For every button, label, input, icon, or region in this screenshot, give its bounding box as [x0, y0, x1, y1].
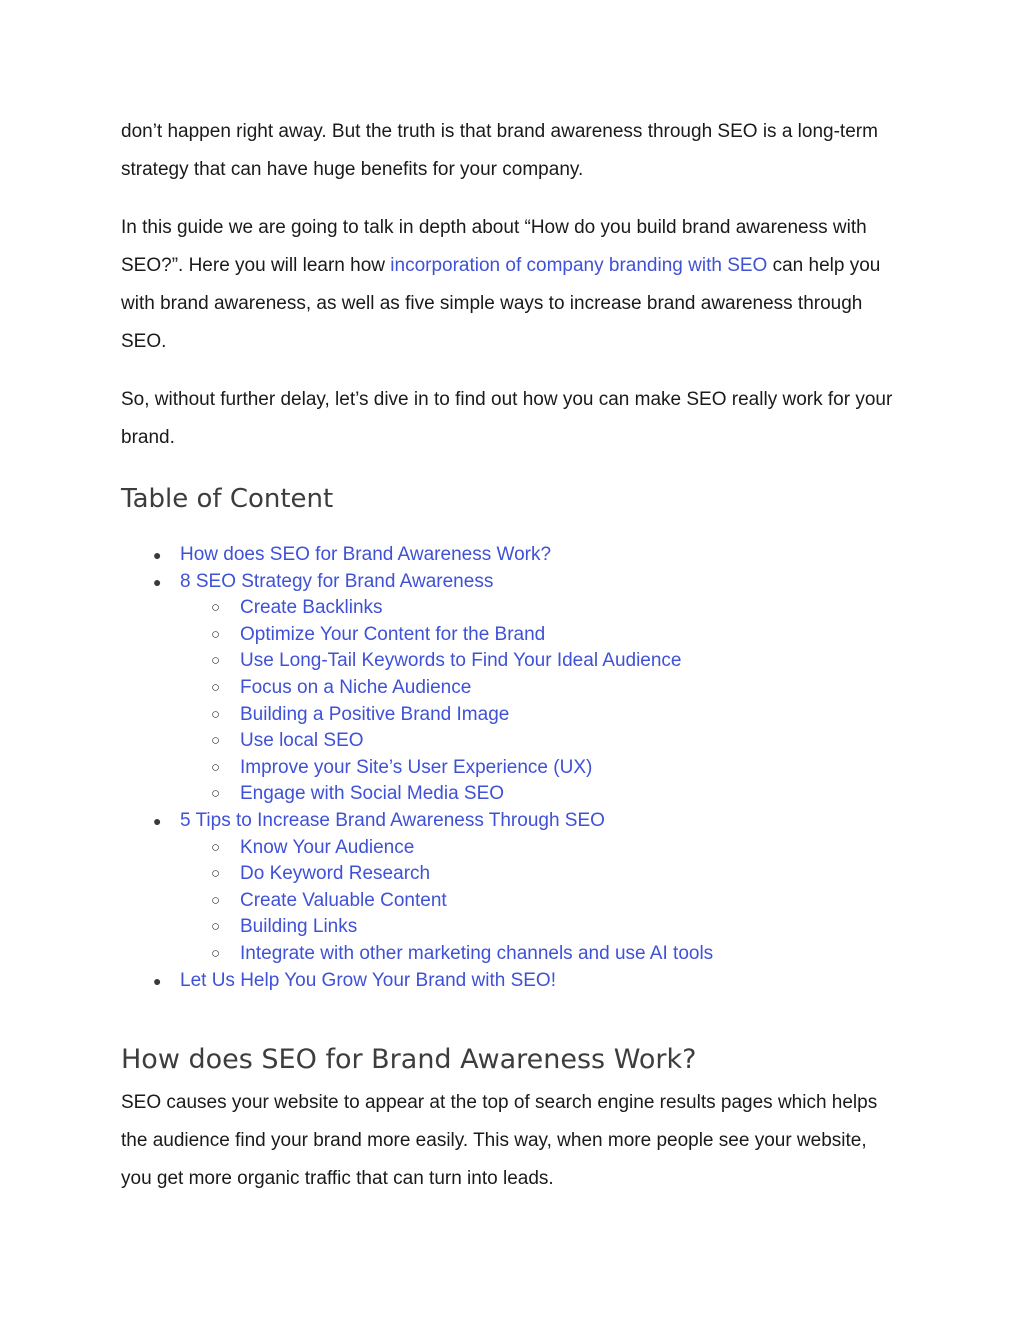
toc-subitem	[180, 914, 901, 941]
bullet-icon: ●	[153, 972, 162, 989]
hollow-bullet-icon: ○	[211, 678, 221, 696]
bullet-icon: ●	[153, 812, 162, 829]
hollow-bullet-icon: ○	[211, 944, 221, 962]
toc-sublink[interactable]: Optimize Your Content for the Brand	[240, 623, 546, 645]
hollow-bullet-icon: ○	[211, 785, 221, 803]
hollow-bullet-icon: ○	[211, 652, 221, 670]
intro-paragraph-2-text-end: can help you with brand awareness, as well as five simple ways to increase brand awareness through SEO.	[121, 255, 881, 352]
toc-sublink[interactable]: Create Valuable Content	[240, 889, 447, 911]
hollow-bullet-icon: ○	[211, 732, 221, 750]
toc-item-seo-brand-awareness	[121, 542, 901, 569]
toc-sublink[interactable]: Do Keyword Research	[240, 863, 431, 885]
toc-sublink[interactable]: Create Backlinks	[240, 597, 383, 619]
toc-sublink[interactable]: Use local SEO	[240, 730, 364, 752]
toc-subitem	[180, 861, 901, 888]
hollow-bullet-icon: ○	[211, 838, 221, 856]
toc-subitem	[180, 648, 901, 675]
hollow-bullet-icon: ○	[211, 918, 221, 936]
intro-paragraph-1: don’t happen right away. But the truth is that brand awareness through SEO is a long-term strategy that can have huge benefits for your company.	[121, 121, 878, 180]
hollow-bullet-icon: ○	[211, 865, 221, 883]
toc-sublink[interactable]: Use Long-Tail Keywords to Find Your Ideal Audience	[240, 650, 682, 672]
toc-subitem	[180, 755, 901, 782]
toc-sublist-strategy	[180, 595, 901, 808]
toc-list	[121, 542, 901, 994]
toc-item-help	[121, 968, 901, 995]
toc-subitem	[180, 702, 901, 729]
toc-subitem	[180, 622, 901, 649]
branding-seo-link[interactable]: incorporation of company branding with SEO	[390, 255, 768, 276]
toc-subitem	[180, 888, 901, 915]
toc-link[interactable]: 8 SEO Strategy for Brand Awareness	[180, 570, 494, 592]
toc-subitem	[180, 781, 901, 808]
hollow-bullet-icon: ○	[211, 891, 221, 909]
toc-item-seo-strategy	[121, 569, 901, 808]
toc-link[interactable]: 5 Tips to Increase Brand Awareness Through SEO	[180, 809, 605, 831]
toc-sublink[interactable]: Engage with Social Media SEO	[240, 783, 505, 805]
toc-sublink[interactable]: Improve your Site’s User Experience (UX)	[240, 756, 593, 778]
intro-paragraph-3: So, without further delay, let’s dive in to find out how you can make SEO really work for your brand.	[121, 389, 893, 448]
hollow-bullet-icon: ○	[211, 625, 221, 643]
intro-paragraph-2-text-start: In this guide we are going to talk in depth about “How do you build brand awareness with SEO?”. Here you will learn how	[121, 217, 867, 276]
hollow-bullet-icon: ○	[211, 758, 221, 776]
bullet-icon: ●	[153, 573, 162, 590]
toc-sublink[interactable]: Building Links	[240, 916, 358, 938]
bullet-icon: ●	[153, 547, 162, 563]
hollow-bullet-icon: ○	[211, 705, 221, 723]
section-paragraph-1: SEO causes your website to appear at the top of search engine results pages which helps the audience find your brand more easily. This way, when more people see your website, you get more organic traffic that can turn into leads.	[121, 1092, 878, 1190]
toc-subitem	[180, 835, 901, 862]
toc-subitem	[180, 728, 901, 755]
toc-subitem	[180, 941, 901, 968]
section-heading: How does SEO for Brand Awareness Work?	[121, 1044, 697, 1076]
toc-sublink[interactable]: Focus on a Niche Audience	[240, 676, 472, 698]
toc-sublink[interactable]: Know Your Audience	[240, 836, 415, 858]
toc-item-tips	[121, 808, 901, 968]
toc-subitem	[180, 595, 901, 622]
toc-link[interactable]: How does SEO for Brand Awareness Work?	[180, 544, 552, 565]
toc-sublist-tips	[180, 835, 901, 968]
intro-paragraph-2	[121, 209, 901, 361]
toc-sublink[interactable]: Building a Positive Brand Image	[240, 703, 510, 725]
toc-heading: Table of Content	[121, 484, 334, 514]
document-page	[121, 113, 901, 1218]
hollow-bullet-icon: ○	[211, 599, 221, 617]
toc-subitem	[180, 675, 901, 702]
toc-sublink[interactable]: Integrate with other marketing channels and use AI tools	[240, 942, 714, 964]
toc-link[interactable]: Let Us Help You Grow Your Brand with SEO!	[180, 969, 556, 991]
